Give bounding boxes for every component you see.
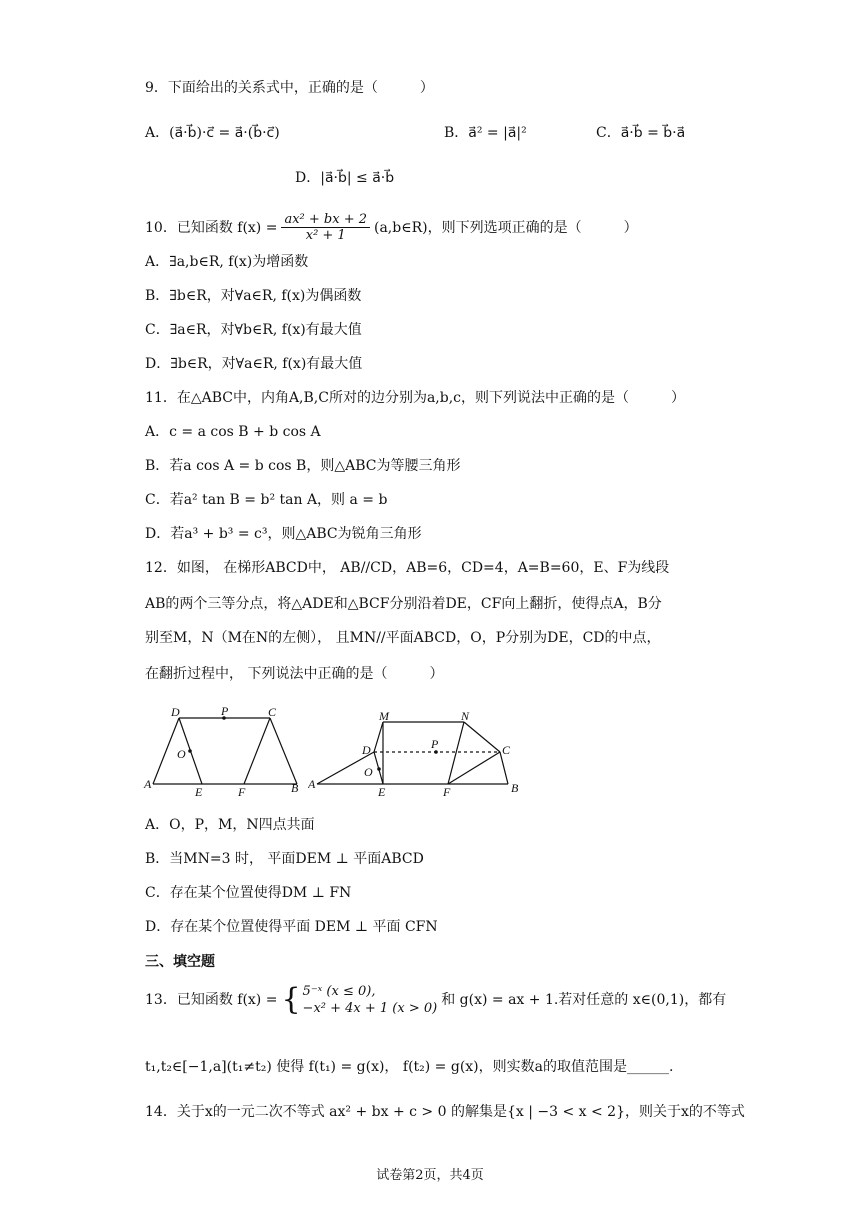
q13-brace: { [281,982,301,1017]
section-heading-fill-in: 三、填空题 [145,954,215,970]
q12-option-a: A．O，P，M，N四点共面 [145,817,315,833]
segment-nf [448,722,464,784]
q13-stem [145,982,726,1018]
label-m: M [379,709,389,723]
q11-option-b: B．若a cos A = b cos B，则△ABC为等腰三角形 [145,458,461,474]
q11-option-c: C．若a² tan B = b² tan A，则 a = b [145,492,388,508]
q12-option-c: C．存在某个位置使得DM ⊥ FN [145,885,352,901]
q11-stem: 11．在△ABC中，内角A,B,C所对的边分别为a,b,c，则下列说法中正确的是（ ） [145,390,686,406]
point-o [377,767,381,771]
point-o [188,749,192,753]
segment-cf [448,752,500,784]
label-c: C [502,743,511,757]
segment-nc [464,722,500,752]
label-f: F [443,785,451,798]
q10-option-b: B．∃b∈R，对∀a∈R, f(x)为偶函数 [145,288,362,304]
q13-stem-pre: 13．已知函数 f(x) = [145,992,278,1008]
label-a: A [308,777,316,791]
q9-option-b: B．a⃗² = |a⃗|² [444,125,527,141]
label-c: C [268,706,277,719]
q14-stem: 14．关于x的一元二次不等式 ax² + bx + c > 0 的解集是{x | −3 < x < 2}，则关于x的不等式 [145,1104,745,1120]
segment-cb [270,718,297,784]
q10-stem-post: (a,b∈R)，则下列选项正确的是（ ） [374,219,638,236]
q12-stem-line3: 别至M，N（M在N的左侧）， 且MN//平面ABCD，O，P分别为DE，CD的中点， [145,630,661,646]
label-e: E [378,785,386,798]
label-p: P [431,737,439,751]
q13-case2: −x² + 4x + 1 (x > 0) [302,1001,438,1016]
q9-option-c: C．a⃗·b⃗ = b⃗·a⃗ [596,125,686,141]
label-e: E [195,785,203,798]
label-a: A [144,777,152,791]
q10-option-d: D．∃b∈R，对∀a∈R, f(x)有最大值 [145,356,363,372]
q10-denominator: x² + 1 [305,228,346,243]
folded-figure [308,706,530,798]
trapezoid-figure [140,706,310,798]
q12-option-d: D．存在某个位置使得平面 DEM ⊥ 平面 CFN [145,919,438,935]
label-n: N [461,709,470,723]
q9-option-d: D．|a⃗·b⃗| ≤ a⃗·b⃗ [295,170,395,186]
q13-piecewise [303,983,438,1017]
q9-option-a: A．(a⃗·b⃗)·c⃗ = a⃗·(b⃗·c⃗) [145,125,280,141]
segment-ad [153,718,179,784]
q10-option-c: C．∃a∈R，对∀b∈R, f(x)有最大值 [145,322,362,338]
label-f: F [238,785,246,798]
q10-option-a: A．∃a,b∈R, f(x)为增函数 [145,254,309,270]
q10-stem [145,212,638,243]
label-d: D [171,706,180,719]
q12-stem-line2: AB的两个三等分点，将△ADE和△BCF分别沿着DE，CF向上翻折，使得点A，B分 [145,596,662,612]
q11-option-d: D．若a³ + b³ = c³，则△ABC为锐角三角形 [145,526,422,542]
label-b: B [291,781,299,795]
q9-stem: 9．下面给出的关系式中，正确的是（ ） [145,80,434,96]
q10-numerator: ax² + bx + 2 [281,212,370,228]
q13-stem-post: 和 g(x) = ax + 1.若对任意的 x∈(0,1)，都有 [441,992,727,1008]
label-b: B [511,781,519,795]
q13-line2: t₁,t₂∈[−1,a](t₁≠t₂) 使得 f(t₁) = g(x)， f(t₂) = g(x)，则实数a的取值范围是______. [145,1059,674,1075]
segment-dm [374,722,383,752]
q10-fraction [281,212,370,243]
page-footer: 试卷第2页，共4页 [376,1168,484,1183]
segment-cf [244,718,270,784]
q10-stem-pre: 10．已知函数 f(x) = [145,219,278,236]
label-o: O [177,747,186,761]
q12-option-b: B．当MN=3 时， 平面DEM ⊥ 平面ABCD [145,851,424,867]
label-d: D [362,743,371,757]
q11-option-a: A．c = a cos B + b cos A [145,424,321,440]
q12-stem-line4: 在翻折过程中， 下列说法中正确的是（ ） [145,666,444,682]
q13-case1: 5⁻ˣ (x ≤ 0), [302,984,376,999]
q12-stem-line1: 12．如图， 在梯形ABCD中， AB//CD，AB=6，CD=4，A=B=60，E、F为线段 [145,560,670,576]
label-p: P [221,706,229,718]
label-o: O [364,765,373,779]
